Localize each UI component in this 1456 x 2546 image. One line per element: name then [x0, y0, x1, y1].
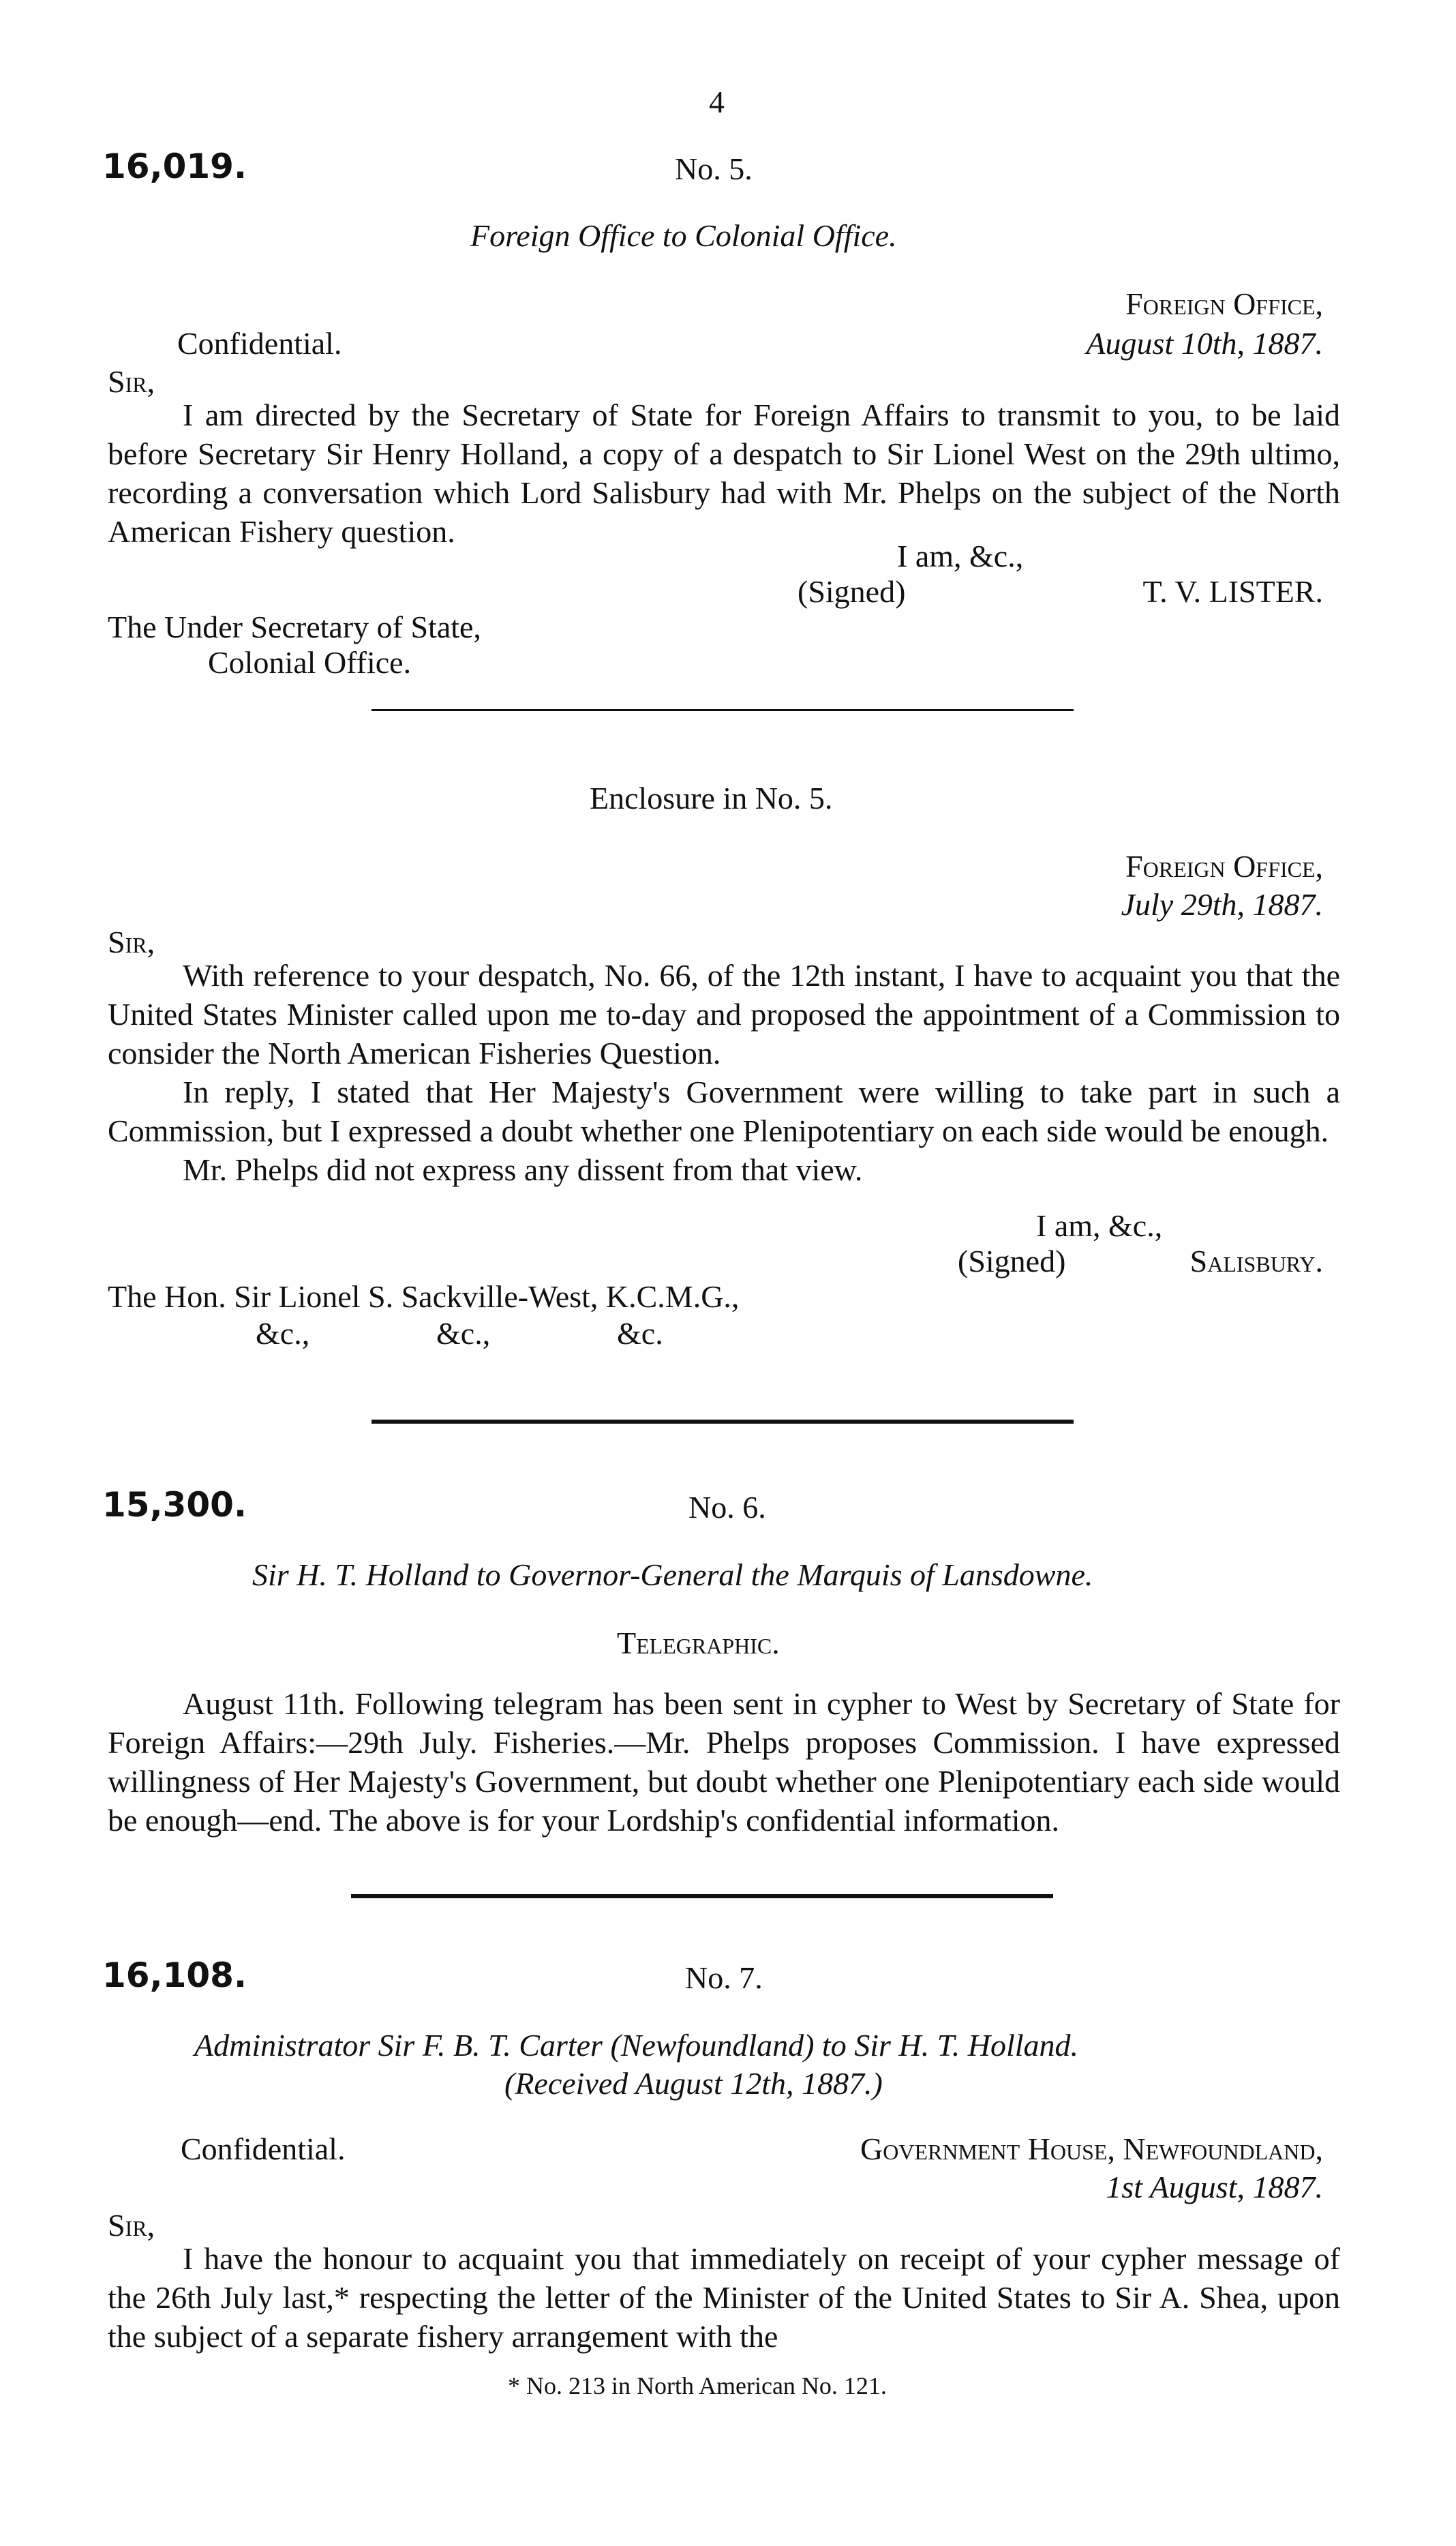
letter-date: August 10th, 1887.: [1086, 326, 1323, 361]
signed-label: (Signed): [958, 1244, 1066, 1278]
salutation: Sir,: [108, 925, 155, 959]
section-divider: [371, 1420, 1074, 1424]
document-subheading: Sir H. T. Holland to Governor-General the Marquis of Lansdowne.: [252, 1557, 1093, 1592]
section-divider: [351, 1894, 1053, 1898]
signatory: T. V. LISTER.: [1142, 574, 1323, 609]
addressee-etc: &c.,: [256, 1316, 310, 1351]
letter-date: 1st August, 1887.: [1106, 2170, 1323, 2204]
enclosure-heading: Enclosure in No. 5.: [590, 781, 833, 815]
letter-body: [108, 2239, 1340, 2356]
closing: I am, &c.,: [1036, 1208, 1163, 1243]
addressee-etc: &c.,: [436, 1316, 491, 1351]
section-divider: [371, 709, 1074, 711]
document-heading: No. 5.: [675, 151, 753, 186]
body-paragraph: In reply, I stated that Her Majesty's Government were willing to take part in such a Commission, but I expressed a doubt whether one Plenipotentiary on each side would be enough.: [108, 1075, 1340, 1148]
telegram-body: [108, 1684, 1340, 1840]
addressee-etc: &c.: [617, 1316, 663, 1351]
sender-address: Foreign Office,: [1125, 849, 1323, 884]
addressee-line: The Hon. Sir Lionel S. Sackville-West, K.C.M.G.,: [108, 1279, 740, 1314]
body-paragraph: With reference to your despatch, No. 66, of the 12th instant, I have to acquaint you that the United States Minister called upon me to-day and proposed the appointment of a Commission to consider the North American Fisheries Question.: [108, 958, 1340, 1070]
confidential-label: Confidential.: [181, 2131, 346, 2166]
document-heading: No. 6.: [688, 1490, 766, 1525]
body-paragraph: I am directed by the Secretary of State for Foreign Affairs to transmit to you, to be laid before Secretary Sir Henry Holland, a copy of a despatch to Sir Lionel West on the 29th ultimo, recording a conversation which Lord Salisbury had with Mr. Phelps on the subject of the North American Fishery question.: [108, 398, 1340, 549]
addressee-line: The Under Secretary of State,: [108, 610, 481, 644]
body-paragraph: Mr. Phelps did not express any dissent from that view.: [183, 1152, 863, 1187]
salutation: Sir,: [108, 2208, 155, 2243]
page-number: 4: [709, 85, 725, 119]
addressee-line: Colonial Office.: [208, 645, 412, 680]
sender-address: Government House, Newfoundland,: [860, 2131, 1323, 2166]
footnote: * No. 213 in North American No. 121.: [508, 2372, 887, 2399]
signatory: Salisbury.: [1189, 1244, 1323, 1278]
registry-number: 15,300.: [102, 1485, 247, 1525]
body-paragraph: August 11th. Following telegram has been sent in cypher to West by Secretary of State for Foreign Affairs:—29th July. Fisheries.—Mr. Phelps proposes Commission. I have expressed willingness of Her Majesty's Government, but doubt whether one Plenipotentiary each side would be enough—end. The above is for your Lordship's confidential information.: [108, 1686, 1340, 1838]
registry-number: 16,019.: [102, 147, 247, 186]
document-subheading: Foreign Office to Colonial Office.: [470, 218, 897, 253]
letter-date: July 29th, 1887.: [1121, 887, 1323, 922]
salutation: Sir,: [108, 364, 155, 399]
confidential-label: Confidential.: [177, 326, 342, 361]
sender-address: Foreign Office,: [1125, 286, 1323, 321]
telegraphic-label: Telegraphic.: [617, 1626, 780, 1660]
document-heading: No. 7.: [685, 1960, 763, 1995]
signed-label: (Signed): [798, 574, 906, 609]
body-paragraph: I have the honour to acquaint you that immediately on receipt of your cypher message of the 26th July last,* respecting the letter of the Minister of the United States to Sir A. Shea, upon the subject of a separate fishery arrangement with the: [108, 2241, 1340, 2354]
letter-body: [108, 956, 1340, 1189]
letter-body: [108, 395, 1340, 551]
registry-number: 16,108.: [102, 1956, 247, 1995]
closing: I am, &c.,: [897, 539, 1024, 573]
document-subheading: Administrator Sir F. B. T. Carter (Newfoundland) to Sir H. T. Holland.: [194, 2028, 1079, 2063]
received-note: (Received August 12th, 1887.): [504, 2066, 883, 2101]
